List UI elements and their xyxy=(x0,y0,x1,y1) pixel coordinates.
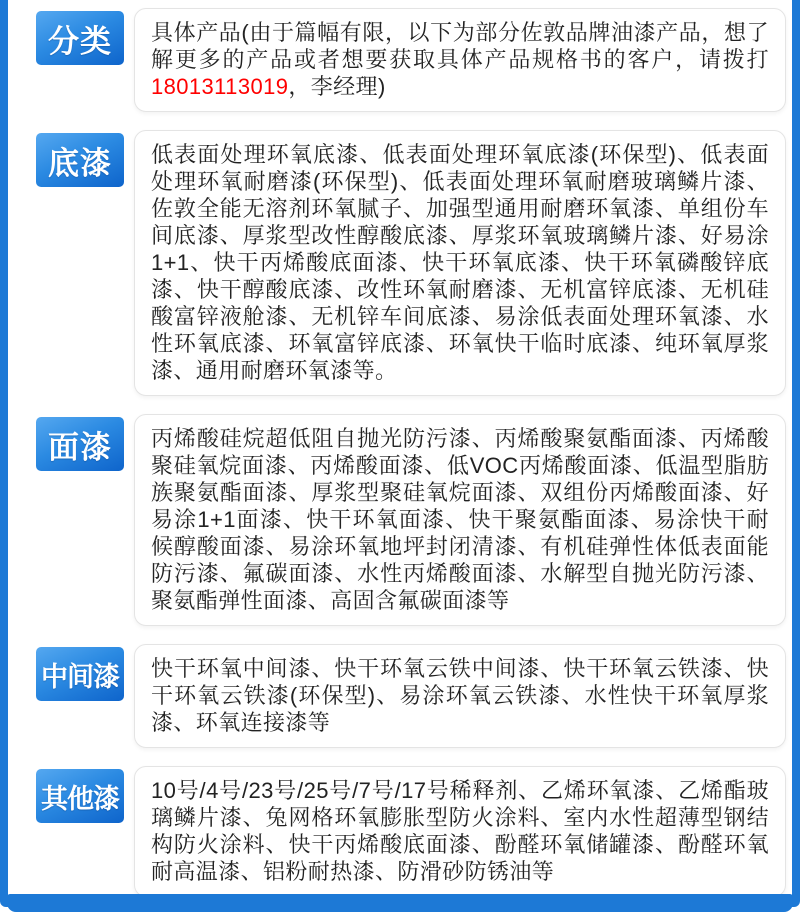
section-topcoat xyxy=(36,414,786,626)
page-border-left xyxy=(0,0,8,907)
section-label-intermediate: 中间漆 xyxy=(36,647,124,701)
section-other xyxy=(36,766,786,897)
section-intermediate xyxy=(36,644,786,748)
category-text-after: ，李经理) xyxy=(288,74,386,99)
section-label-primer: 底漆 xyxy=(36,133,124,187)
section-label-other: 其他漆 xyxy=(36,769,124,823)
section-primer xyxy=(36,130,786,396)
category-text-before: 具体产品(由于篇幅有限，以下为部分佐敦品牌油漆产品，想了解更多的产品或者想要获取具体产品规格书的客户，请拨打 xyxy=(151,20,769,72)
section-content-topcoat: 丙烯酸硅烷超低阻自抛光防污漆、丙烯酸聚氨酯面漆、丙烯酸聚硅氧烷面漆、丙烯酸面漆、低VOC丙烯酸面漆、低温型脂肪族聚氨酯面漆、厚浆型聚硅氧烷面漆、双组份丙烯酸面漆、好易涂1+1面漆、快干环氧面漆、快干聚氨酯面漆、易涂快干耐候醇酸面漆、易涂环氧地坪封闭清漆、有机硅弹性体低表面能防污漆、氟碳面漆、水性丙烯酸面漆、水解型自抛光防污漆、聚氨酯弹性面漆、高固含氟碳面漆等 xyxy=(134,414,786,626)
phone-number: 18013113019 xyxy=(151,74,289,99)
page-border-right xyxy=(792,0,800,907)
section-category xyxy=(36,8,786,112)
section-label-topcoat: 面漆 xyxy=(36,417,124,471)
section-label-category: 分类 xyxy=(36,11,124,65)
section-content-primer: 低表面处理环氧底漆、低表面处理环氧底漆(环保型)、低表面处理环氧耐磨漆(环保型)、低表面处理环氧耐磨玻璃鳞片漆、佐敦全能无溶剂环氧腻子、加强型通用耐磨环氧漆、单组份车间底漆、厚浆型改性醇酸底漆、厚浆环氧玻璃鳞片漆、好易涂1+1、快干丙烯酸底面漆、快干环氧底漆、快干环氧磷酸锌底漆、快干醇酸底漆、改性环氧耐磨漆、无机富锌底漆、无机硅酸富锌液舱漆、无机锌车间底漆、易涂低表面处理环氧漆、水性环氧底漆、环氧富锌底漆、环氧快干临时底漆、纯环氧厚浆漆、通用耐磨环氧漆等。 xyxy=(134,130,786,396)
section-content-other: 10号/4号/23号/25号/7号/17号稀释剂、乙烯环氧漆、乙烯酯玻璃鳞片漆、兔网格环氧膨胀型防火涂料、室内水性超薄型钢结构防火涂料、快干丙烯酸底面漆、酚醛环氧储罐漆、酚醛环氧耐高温漆、铝粉耐热漆、防滑砂防锈油等 xyxy=(134,766,786,897)
section-content-intermediate: 快干环氧中间漆、快干环氧云铁中间漆、快干环氧云铁漆、快干环氧云铁漆(环保型)、易涂环氧云铁漆、水性快干环氧厚浆漆、环氧连接漆等 xyxy=(134,644,786,748)
section-content-category xyxy=(134,8,786,112)
page-border-bottom xyxy=(7,894,793,912)
